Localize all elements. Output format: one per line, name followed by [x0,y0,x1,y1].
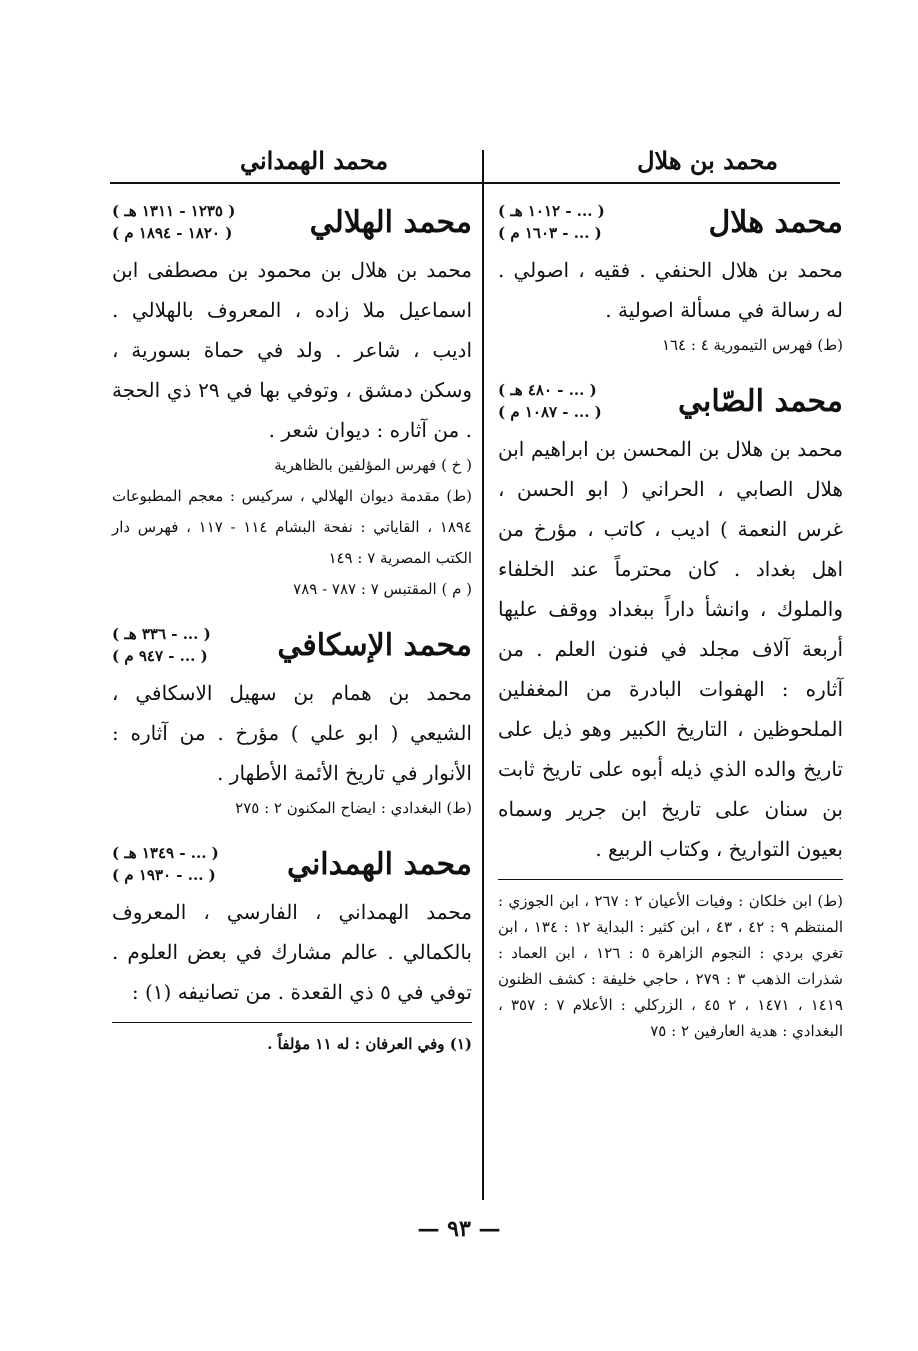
right-column [498,196,843,1044]
header-left-title: محمد الهمداني [240,146,389,175]
entry-head [112,842,472,886]
entry-head [498,200,843,244]
entry-body: محمد بن همام بن سهيل الاسكافي ، الشيعي ( ابو علي ) مؤرخ . من آثاره : الأنوار في تاريخ الأئمة الأطهار . [112,681,472,785]
dates-hijri: ( ... - ١٠١٢ هـ ) [498,202,605,220]
entry-dates [112,623,211,667]
entry-mohamed-hilal [498,200,843,361]
footnote-separator [112,1022,472,1023]
dates-gregorian: ( ... - ١٩٣٠ م ) [112,866,216,884]
footnote: (١) وفي العرفان : له ١١ مؤلفاً . [267,1035,472,1053]
entry-ref: (ط) فهرس التيمورية ٤ : ١٦٤ [661,336,843,354]
entry-name: محمد هلال [708,204,843,240]
entry-body: محمد الهمداني ، الفارسي ، المعروف بالكمالي . عالم مشارك في بعض العلوم . توفي في ٥ ذي القعدة . من تصانيفه (١) : [112,900,472,1004]
entry-gap [112,605,472,619]
running-header [110,142,838,186]
dates-gregorian: ( ... - ١٦٠٣ م ) [498,224,602,242]
dates-hijri: ( ... - ٣٣٦ هـ ) [112,625,211,643]
entry-dates [498,200,605,244]
entry-mohamed-sabi [498,379,843,1044]
entry-ref: (ط) البغدادي : ايضاح المكنون ٢ : ٢٧٥ [235,799,472,817]
entry-head [112,200,472,244]
entry-ref: (ط) ابن خلكان : وفيات الأعيان ٢ : ٢٦٧ ، ابن الجوزي : المنتظم ٩ : ٤٢ ، ٤٣ ، ابن كثير : البداية ١٢ : ١٣٤ ، ابن تغري بردي : النجوم الزاهرة ٥ : ١٢٦ ، ابن العماد : شذرات الذهب ٣ : ٢٧٩ ، حاجي خليفة : كشف الظنون ١٤١٩ ، ١٤٧١ ، ٢ ٤٥ ، الزركلي : الأعلام ٧ : ٣٥٧ ، البغدادي : هدية العارفين ٢ : ٧٥ [498,892,844,1040]
entry-mohamed-iskafi [112,623,472,824]
entry-body: محمد بن هلال بن محمود بن مصطفى ابن اسماعيل ملا زاده ، المعروف بالهلالي . اديب ، شاعر . ولد في حماة بسورية ، وسكن دمشق ، وتوفي بها في ٢٩ ذي الحجة . من آثاره : ديوان شعر . [112,258,473,442]
entry-ref: ( خ ) فهرس المؤلفين بالظاهرية [274,456,472,474]
dates-hijri: ( ... - ٤٨٠ هـ ) [498,381,597,399]
entry-ref: ( م ) المقتبس ٧ : ٧٨٧ - ٧٨٩ [293,580,472,598]
entry-head [112,623,472,667]
entry-body: محمد بن هلال الحنفي . فقيه ، اصولي . له رسالة في مسألة اصولية . [498,258,843,322]
ref-separator [498,879,843,880]
entry-dates [112,842,219,886]
entry-gap [112,824,472,838]
dates-hijri: ( ... - ١٣٤٩ هـ ) [112,844,219,862]
page-number: — ٩٣ — [417,1216,501,1242]
dates-gregorian: ( ١٨٢٠ - ١٨٩٤ م ) [112,224,233,242]
left-column [112,196,472,1057]
column-divider [482,150,484,1200]
entry-dates [498,379,602,423]
entry-ref: (ط) مقدمة ديوان الهلالي ، سركيس : معجم المطبوعات ١٨٩٤ ، القاياتي : نفحة البشام ١١٤ - ١١٧ ، فهرس دار الكتب المصرية ٧ : ١٤٩ [112,487,472,567]
entry-mohamed-hamadani [112,842,472,1057]
entry-name: محمد الهمداني [286,846,472,882]
dates-gregorian: ( ... - ١٠٨٧ م ) [498,403,602,421]
entry-head [498,379,843,423]
entry-name: محمد الصّابي [678,383,843,419]
entry-name: محمد الهلالي [309,204,472,240]
entry-name: محمد الإسكافي [277,627,472,663]
entry-gap [498,361,843,375]
entry-body: محمد بن هلال بن المحسن بن ابراهيم ابن هلال الصابي ، الحراني ( ابو الحسن ، غرس النعمة ) اديب ، كاتب ، مؤرخ من اهل بغداد . كان محترماً عند الخلفاء والملوك ، وانشأ داراً ببغداد ووقف عليها أربعة آلاف مجلد في فنون العلم . من آثاره : الهفوات البادرة من المغفلين الملحوظين ، التاريخ الكبير وهو ذيل على تاريخ والده الذي ذيله أبوه على تاريخ ثابت بن سنان على تاريخ ابن جرير وسماه بعيون التواريخ ، وكتاب الربيع . [498,437,843,861]
entry-dates [112,200,235,244]
header-rule [110,182,840,184]
dates-hijri: ( ١٢٣٥ - ١٣١١ هـ ) [112,202,236,220]
header-right-title: محمد بن هلال [637,146,778,175]
dates-gregorian: ( ... - ٩٤٧ م ) [112,647,208,665]
entry-mohamed-hilali [112,200,472,605]
